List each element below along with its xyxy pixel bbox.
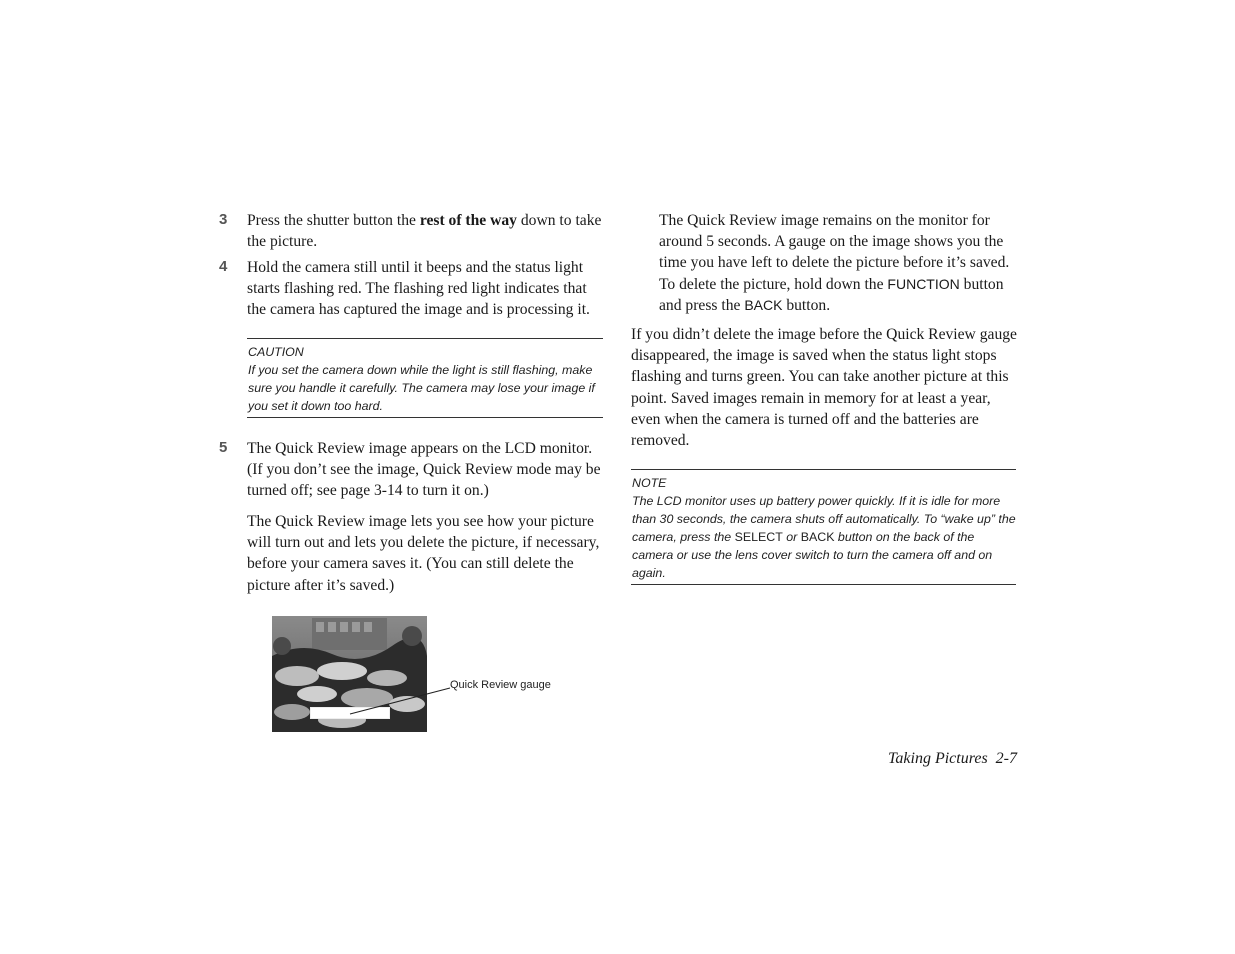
note-title: NOTE	[632, 476, 667, 490]
step-3-text-before: Press the shutter button the	[247, 212, 420, 229]
step-number-4: 4	[219, 258, 228, 275]
note-text-after: button on the back of the camera or use the lens cover switch to turn the camera off and on again.	[632, 530, 993, 580]
select-key-label: SELECT	[734, 530, 783, 544]
quick-review-paragraph: The Quick Review image lets you see how your picture will turn out and lets you delete the picture, if necessary, before your camera saves it. (You can still delete the picture after it’s saved.)	[247, 513, 600, 594]
caution-box	[247, 338, 603, 418]
right-para-1-middle: button and press the	[659, 275, 1004, 314]
footer-section: Taking Pictures	[887, 750, 988, 767]
note-back-key-label: BACK	[800, 530, 835, 544]
step-3-text-after: down to take the picture.	[247, 212, 602, 251]
step-3-text	[247, 210, 605, 252]
function-key-label: FUNCTION	[887, 275, 960, 292]
right-para-1	[659, 210, 1019, 316]
step-5-text: The Quick Review image appears on the LCD monitor. (If you don’t see the image, Quick Review mode may be turned off; see page 3-14 to turn it on.)	[247, 440, 601, 500]
right-para-1-text: The Quick Review image remains on the monitor for around 5 seconds. A gauge on the image shows you the time you have left to delete the picture before it’s saved. To delete the picture, hold down the	[659, 212, 1010, 293]
callout-line	[345, 680, 455, 720]
right-para-1-end: button.	[782, 296, 831, 314]
right-para-2: If you didn’t delete the image before the Quick Review gauge disappeared, the image is saved when the status light stops flashing and turns green. You can take another picture at this point. Saved images remain in memory for at least a year, even when the camera is turned off and the batteries are removed.	[631, 326, 1017, 450]
step-4-text: Hold the camera still until it beeps and the status light starts flashing red. The flashing red light indicates that the camera has captured the image and is processing it.	[247, 259, 590, 319]
back-key-label: BACK	[744, 296, 783, 313]
note-box	[631, 469, 1016, 585]
note-text-before: The LCD monitor uses up battery power quickly. If it is idle for more than 30 seconds, the camera shuts off automatically. To “wake up” the camera, press the	[632, 494, 1016, 544]
step-3-bold: rest of the way	[419, 212, 517, 229]
note-text-or: or	[782, 530, 801, 544]
step-number-5: 5	[219, 439, 228, 456]
page-footer	[888, 750, 1017, 768]
caution-title: CAUTION	[248, 345, 304, 359]
footer-page-number: 2-7	[995, 750, 1017, 767]
step-number-3: 3	[219, 211, 228, 228]
quick-review-gauge-label: Quick Review gauge	[450, 679, 551, 691]
caution-text: If you set the camera down while the light is still flashing, make sure you handle it carefully. The camera may lose your image if you set it down too hard.	[248, 363, 595, 413]
